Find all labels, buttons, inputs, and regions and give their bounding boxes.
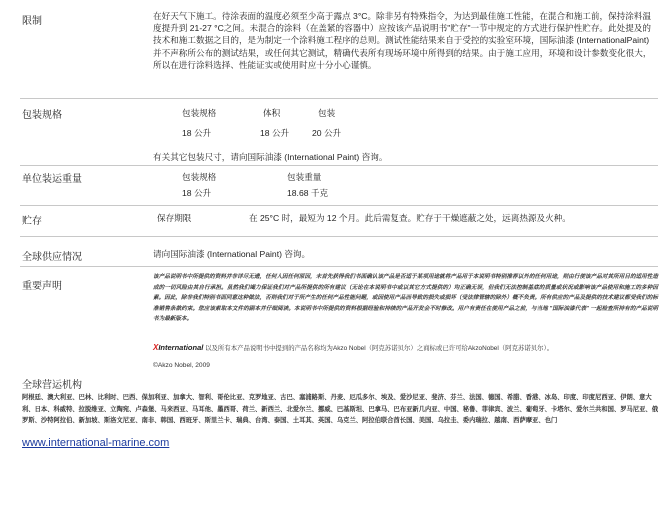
storage-key: 保存期限 [157, 213, 192, 223]
storage-text: 在 25°C 时，最短为 12 个月。此后需复查。贮存于干燥遮蔽之处，远离热源及火种。 [249, 213, 571, 223]
section-label-restrictions: 限制 [22, 16, 42, 27]
website-link[interactable]: www.international-marine.com [22, 437, 170, 449]
shipping-value-weight: 18.68 千克 [287, 188, 329, 198]
trademark-line [153, 343, 553, 352]
section-label-shipping: 单位装运重量 [22, 174, 82, 185]
declaration-text: 该产品说明书中所提供的资料并非详尽无遗，任何人因任何原因，未首先获得我们书面确认该产品是否适于某项用途就将产品用于本说明书特别推荐以外的任何用途，则由行使该产品对其所用目的适用性造成的一切风险由其自行承担。虽然我们竭力保证我们对产品所提供的所有建议（无论在本说明书中或以其它方式提供的）均正确无误，但我们无法控制基底的质量或状况或影响该产品使用和施工的多种因素。因此，除非我们特别书面同意这种做法，否则我们对于所产生的任何产品性能问题，或因使用产品而导致的损失或损坏（受法律管辖的除外）概不负责。所有供应的产品及提供的技术建议都受我们的标准销售条款约束。您应该索取本文件的副本并仔细阅读。本说明书中所提供的资料根据经验和持续的产品开发会不时修改。用户有责任在使用产品之前，与当地 "国际油漆代表" 一起检查所持有的产品说明书为最新版本。 [153, 274, 658, 323]
divider [20, 165, 658, 166]
section-label-supply: 全球供应情况 [22, 252, 82, 263]
supply-text: 请向国际油漆 (International Paint) 咨询。 [153, 249, 311, 259]
shipping-value-size: 18 公升 [182, 188, 212, 198]
packaging-value-volume: 18 公升 [260, 128, 290, 138]
countries-list: 阿根廷、澳大利亚、巴林、比利时、巴西、保加利亚、加拿大、智利、哥伦比亚、克罗地亚、古巴、塞浦路斯、丹麦、厄瓜多尔、埃及、爱沙尼亚、斐济、芬兰、法国、德国、希腊、香港、冰岛、印度、印度尼西亚、伊朗、意大利、日本、科威特、拉脱维亚、立陶宛、卢森堡、马来西亚、马耳他、墨西哥、荷兰、新西兰、北爱尔兰、挪威、巴基斯坦、巴拿马、巴布亚新几内亚、中国、秘鲁、菲律宾、波兰、葡萄牙、卡塔尔、爱尔兰共和国、罗马尼亚、俄罗斯、沙特阿拉伯、新加坡、斯洛文尼亚、南非、韩国、西班牙、斯里兰卡、瑞典、台湾、泰国、土耳其、英国、乌克兰、阿拉伯联合酋长国、美国、乌拉圭、委内瑞拉、越南、西萨摩亚、也门 [22, 394, 658, 424]
divider [20, 236, 658, 237]
packaging-header-size: 包装规格 [182, 108, 217, 118]
section-label-packaging: 包装规格 [22, 110, 62, 121]
packaging-header-volume: 体积 [263, 108, 281, 118]
copyright: ©Akzo Nobel, 2009 [153, 362, 210, 369]
divider [20, 205, 658, 206]
shipping-header-size: 包装规格 [182, 172, 217, 182]
trademark-text: 以及所有本产品说明书中提到的产品名称均为Akzo Nobel（阿克苏诺贝尔）之商标或已许可给AkzoNobel（阿克苏诺贝尔）。 [205, 345, 554, 352]
packaging-header-pack: 包装 [318, 108, 336, 118]
packaging-value-size: 18 公升 [182, 128, 212, 138]
shipping-header-weight: 包装重量 [287, 172, 322, 182]
international-logo-text: International [158, 343, 204, 352]
global-operations-title: 全球营运机构 [22, 380, 82, 391]
section-label-storage: 贮存 [22, 216, 42, 227]
section-label-declaration: 重要声明 [22, 281, 62, 292]
divider [20, 266, 658, 267]
divider [20, 98, 658, 99]
packaging-note: 有关其它包装尺寸，请向国际油漆 (International Paint) 咨询。 [153, 152, 388, 162]
international-logo-mark: X [153, 343, 159, 352]
restrictions-text: 在好天气下施工。待涂表面的温度必须至少高于露点 3°C。除非另有特殊指令，为达到最佳施工性能，在混合和施工前，保持涂料温度提升到 21-27 °C之间。未混合的涂料（在盖紧的容器中）应按该产品说明书"贮存"一节中规定的方式进行保护性贮存。此处提及的技术和施工数据之目的，是为制定一个涂料施工程序的总则。测试性能结果来自于受控的实验室环境，国际油漆 (InternationalPaint) 并不声称所公布的测试结果，或任何其它测试，精确代表所有现场环境中所得到的结果。由于施工应用，环境和设计参数变化很大，所以在进行涂料选择、性能证实或使用时应十分小心谨慎。 [153, 11, 652, 70]
packaging-value-pack: 20 公升 [312, 128, 342, 138]
